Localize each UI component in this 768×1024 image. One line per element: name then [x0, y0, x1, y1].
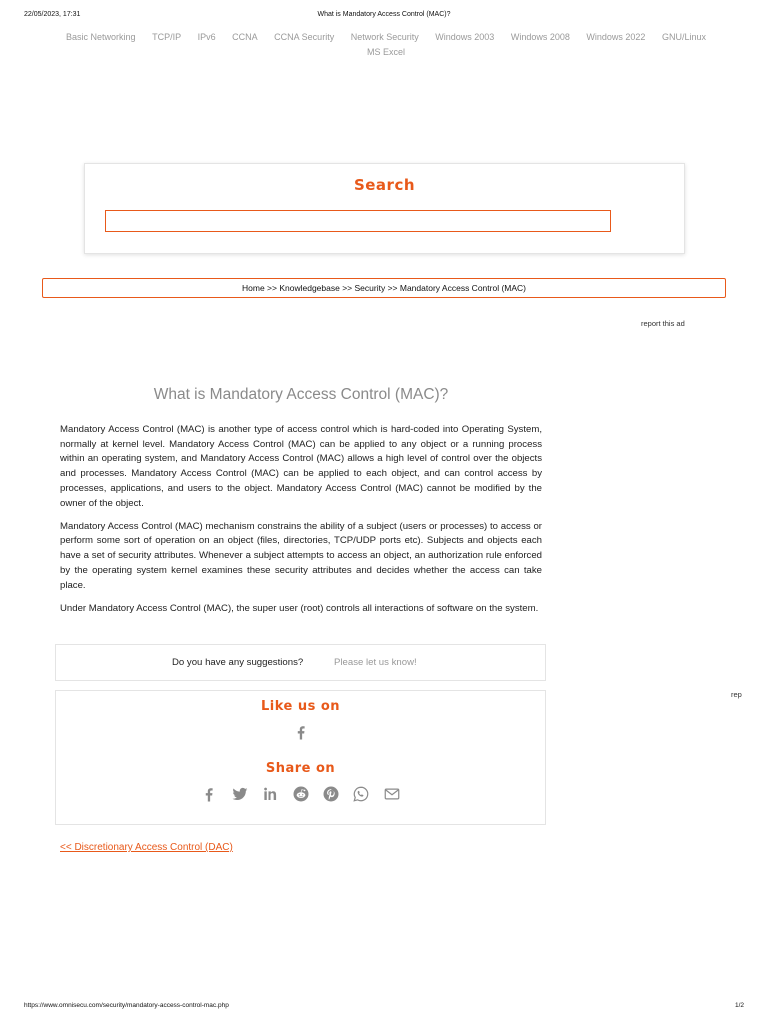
article-title: What is Mandatory Access Control (MAC)?: [153, 386, 449, 403]
nav-item-ccna[interactable]: CCNA: [232, 32, 258, 42]
pinterest-icon[interactable]: [322, 785, 340, 803]
suggestions-question: Do you have any suggestions?: [172, 657, 304, 668]
previous-article-link[interactable]: << Discretionary Access Control (DAC): [60, 842, 233, 853]
like-us-heading: Like us on: [260, 699, 341, 714]
print-header: [24, 11, 744, 21]
breadcrumb-current[interactable]: Mandatory Access Control (MAC): [399, 283, 526, 293]
linkedin-icon[interactable]: [261, 785, 279, 803]
whatsapp-icon[interactable]: [352, 785, 370, 803]
nav-item-windows-2008[interactable]: Windows 2008: [510, 32, 570, 42]
print-page-number: 1/2: [734, 1002, 744, 1009]
nav-item-network-security[interactable]: Network Security: [350, 32, 419, 42]
breadcrumb-security[interactable]: Security: [354, 283, 386, 293]
breadcrumb-separator: >>: [264, 283, 280, 293]
nav-item-basic-networking[interactable]: Basic Networking: [66, 32, 136, 42]
search-input[interactable]: [105, 210, 611, 232]
facebook-icon[interactable]: [292, 723, 310, 741]
search-card: [84, 163, 685, 254]
article-paragraph: Mandatory Access Control (MAC) is another type of access control which is hard-coded into Operating System, normally at kernel level. Mandatory Access Control (MAC) can be applied to any object or a running process within an operating system, and Mandatory Access Control (MAC) allows a high level of control over the objects and processes. Mandatory Access Control (MAC) can be applied to each object, and can control access by processes, applications, and users to the object. Mandatory Access Control (MAC) cannot be modified by the owner of the object.: [60, 424, 542, 509]
breadcrumb: [42, 278, 726, 298]
breadcrumb-home[interactable]: Home: [242, 283, 265, 293]
search-title: Search: [353, 176, 416, 194]
share-on-heading: Share on: [265, 761, 336, 776]
article-paragraph: Mandatory Access Control (MAC) mechanism constrains the ability of a subject (users or processes) to access or perform some sort of operation on an object (files, directories, TCP/UDP ports etc). Subjects and objects each have a set of security attributes. Whenever a subject attempts to access an object, an authorization rule enforced by the operating system kernel examines these security attributes and decides whether the access can take place.: [60, 520, 542, 591]
article-paragraph: Under Mandatory Access Control (MAC), the super user (root) controls all interactions of software on the system.: [60, 602, 539, 614]
breadcrumb-knowledgebase[interactable]: Knowledgebase: [279, 283, 340, 293]
facebook-icon[interactable]: [200, 785, 218, 803]
nav-item-windows-2022[interactable]: Windows 2022: [586, 32, 646, 42]
print-page-title: What is Mandatory Access Control (MAC)?: [317, 11, 451, 18]
nav-item-windows-2003[interactable]: Windows 2003: [435, 32, 495, 42]
nav-item-ccna-security[interactable]: CCNA Security: [274, 32, 335, 42]
suggestions-link[interactable]: Please let us know!: [334, 657, 417, 668]
breadcrumb-separator: >>: [339, 283, 355, 293]
article-body: [60, 423, 542, 625]
top-navigation: [32, 30, 740, 60]
nav-item-ms-excel[interactable]: MS Excel: [366, 47, 405, 57]
like-icons: [56, 723, 545, 741]
email-icon[interactable]: [383, 785, 401, 803]
print-timestamp: 22/05/2023, 17:31: [24, 11, 81, 18]
report-ad-link-truncated[interactable]: rep: [731, 690, 742, 699]
report-ad-link[interactable]: report this ad: [641, 319, 685, 328]
breadcrumb-separator: >>: [385, 283, 400, 293]
nav-item-ipv6[interactable]: IPv6: [197, 32, 216, 42]
print-url: https://www.omnisecu.com/security/mandatory-access-control-mac.php: [24, 1002, 229, 1009]
nav-item-tcp-ip[interactable]: TCP/IP: [152, 32, 182, 42]
social-box: [55, 690, 546, 825]
reddit-icon[interactable]: [292, 785, 310, 803]
twitter-icon[interactable]: [231, 785, 249, 803]
nav-item-gnu-linux[interactable]: GNU/Linux: [661, 32, 706, 42]
print-footer: [24, 1002, 744, 1012]
share-icons: [56, 785, 545, 803]
suggestions-box: [55, 644, 546, 681]
